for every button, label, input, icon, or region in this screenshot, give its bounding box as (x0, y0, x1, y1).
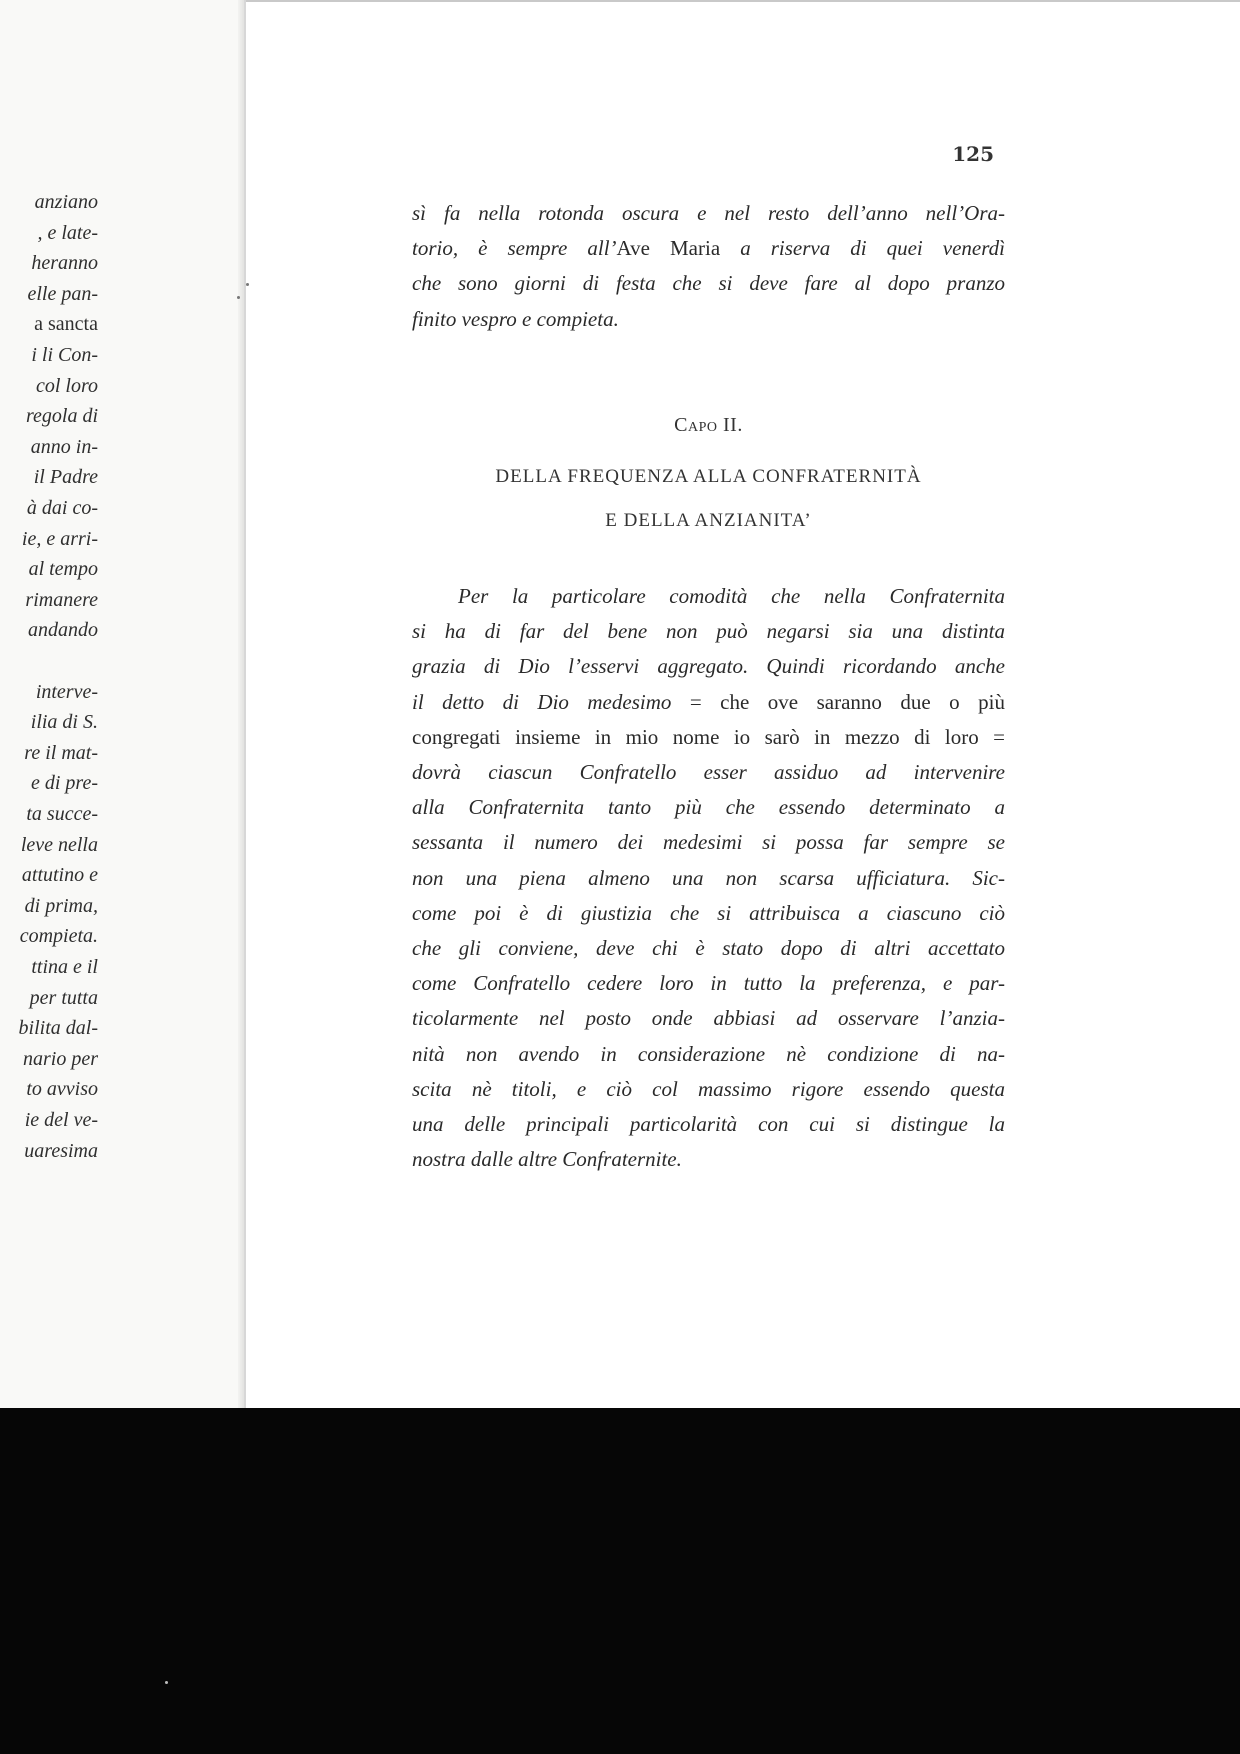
chapter-heading (412, 414, 1005, 437)
text-line (412, 1076, 1005, 1101)
text-line (412, 621, 1005, 642)
left-page-line: bilita dal- (18, 1017, 98, 1040)
text-segment: non una piena almeno una non scarsa ufficiatura. Sic- (412, 865, 1005, 890)
scanner-background (0, 1408, 1240, 1754)
right-page (246, 0, 1240, 1408)
left-page (0, 0, 244, 1408)
text-segment: che gli conviene, deve chi è stato dopo di altri accettato (412, 936, 1005, 960)
left-page-line: leve nella (20, 833, 98, 856)
left-page-line: heranno (31, 252, 98, 275)
left-page-line: ttina e il (31, 956, 98, 978)
text-segment: si ha di far del bene non può negarsi sia una distinta (412, 619, 1005, 644)
scan-speck (165, 1681, 168, 1684)
text-segment: scita nè titoli, e ciò col massimo rigore essendo questa (412, 1076, 1005, 1101)
scan-speck (237, 296, 240, 299)
text-line (412, 238, 1005, 259)
left-page-line: regola di (25, 405, 98, 428)
text-segment: sì fa nella rotonda oscura e nel resto dell’anno nell’Ora- (412, 201, 1005, 225)
text-line (412, 306, 1005, 331)
left-page-line: interve- (35, 680, 98, 703)
left-page-line: il Padre (33, 466, 98, 489)
text-line (412, 865, 1005, 890)
text-line (412, 762, 1005, 783)
text-segment: nostra dalle altre Confraternite. (412, 1147, 682, 1172)
text-segment: nità non avendo in considerazione nè condizione di na- (412, 1041, 1005, 1066)
text-segment: sessanta il numero dei medesimi si possa far sempre se (412, 830, 1005, 855)
left-page-line: andando (28, 619, 98, 642)
text-segment: Ave Maria (616, 236, 721, 261)
left-page-line: to avviso (26, 1078, 98, 1101)
left-page-line: uaresima (24, 1139, 98, 1162)
text-segment: a riserva di quei venerdì (720, 236, 1005, 261)
left-page-line: col loro (35, 374, 98, 397)
text-line (412, 1149, 1005, 1170)
text-segment: finito vespro e compieta. (412, 306, 619, 331)
left-page-line: elle pan- (27, 282, 98, 305)
left-page-line: ie del ve- (24, 1109, 98, 1131)
text-segment: come poi è di giustizia che si attribuisca a ciascuno ciò (412, 900, 1005, 925)
scan-speck (246, 283, 249, 286)
text-line (458, 586, 1005, 607)
text-line (412, 1114, 1005, 1135)
left-page-line: nario per (23, 1047, 98, 1070)
chapter-heading-text: Capo II. (674, 414, 743, 436)
left-page-line: al tempo (28, 558, 98, 581)
text-segment: torio, è sempre all’ (412, 236, 617, 261)
text-line (412, 689, 1005, 714)
text-line (412, 973, 1005, 994)
left-page-line: anno in- (30, 435, 98, 458)
text-segment: una delle principali particolarità con cui si distingue la (412, 1112, 1005, 1136)
text-segment: grazia di Dio l’esservi aggregato. Quindi ricordando anche (412, 654, 1005, 679)
text-segment: il detto di Dio medesimo (412, 689, 690, 714)
left-page-line: à dai co- (26, 497, 98, 519)
left-page-line: di prima, (24, 894, 98, 917)
text-segment: che sono giorni di festa che si deve fare al dopo pranzo (412, 271, 1005, 296)
chapter-title-line-1: DELLA FREQUENZA ALLA CONFRATERNITÀ (495, 466, 922, 487)
text-line (412, 273, 1005, 294)
left-page-line: anziano (34, 191, 98, 213)
left-page-line: ilia di S. (30, 711, 98, 734)
text-line (412, 1041, 1005, 1066)
text-line (412, 724, 1005, 749)
page-top-edge (246, 0, 1240, 2)
text-line (412, 832, 1005, 853)
left-page-line: compieta. (19, 925, 98, 948)
text-segment: alla Confraternita tanto più che essendo determinato a (412, 795, 1005, 820)
text-segment: come Confratello cedere loro in tutto la preferenza, e par- (412, 971, 1005, 996)
text-segment: = che ove saranno due o più (689, 689, 1005, 714)
text-segment: Per la particolare comodità che nella Confraternita (458, 584, 1005, 608)
left-page-line: ta succe- (26, 803, 98, 825)
text-line (412, 900, 1005, 925)
page-number: 125 (952, 142, 994, 166)
left-page-line: ie, e arri- (21, 527, 98, 550)
left-page-line: per tutta (29, 986, 98, 1009)
text-line (412, 797, 1005, 818)
left-page-line: i li Con- (31, 344, 98, 366)
text-line (412, 1008, 1005, 1029)
text-line (412, 656, 1005, 677)
text-segment: congregati insieme in mio nome io sarò in mezzo di loro = (412, 724, 1005, 749)
text-segment: ticolarmente nel posto onde abbiasi ad osservare l’anzia- (412, 1006, 1005, 1031)
text-segment: dovrà ciascun Confratello esser assiduo ad intervenire (412, 760, 1005, 784)
left-page-line: e di pre- (30, 772, 98, 795)
left-page-line: a sancta (34, 313, 98, 336)
chapter-title-line-2: E DELLA ANZIANITA’ (605, 510, 812, 531)
text-line (412, 203, 1005, 224)
left-page-line: attutino e (21, 864, 98, 887)
left-page-line: re il mat- (24, 741, 98, 764)
text-line (412, 938, 1005, 959)
left-page-line: rimanere (25, 588, 98, 611)
left-page-line: , e late- (37, 221, 98, 244)
